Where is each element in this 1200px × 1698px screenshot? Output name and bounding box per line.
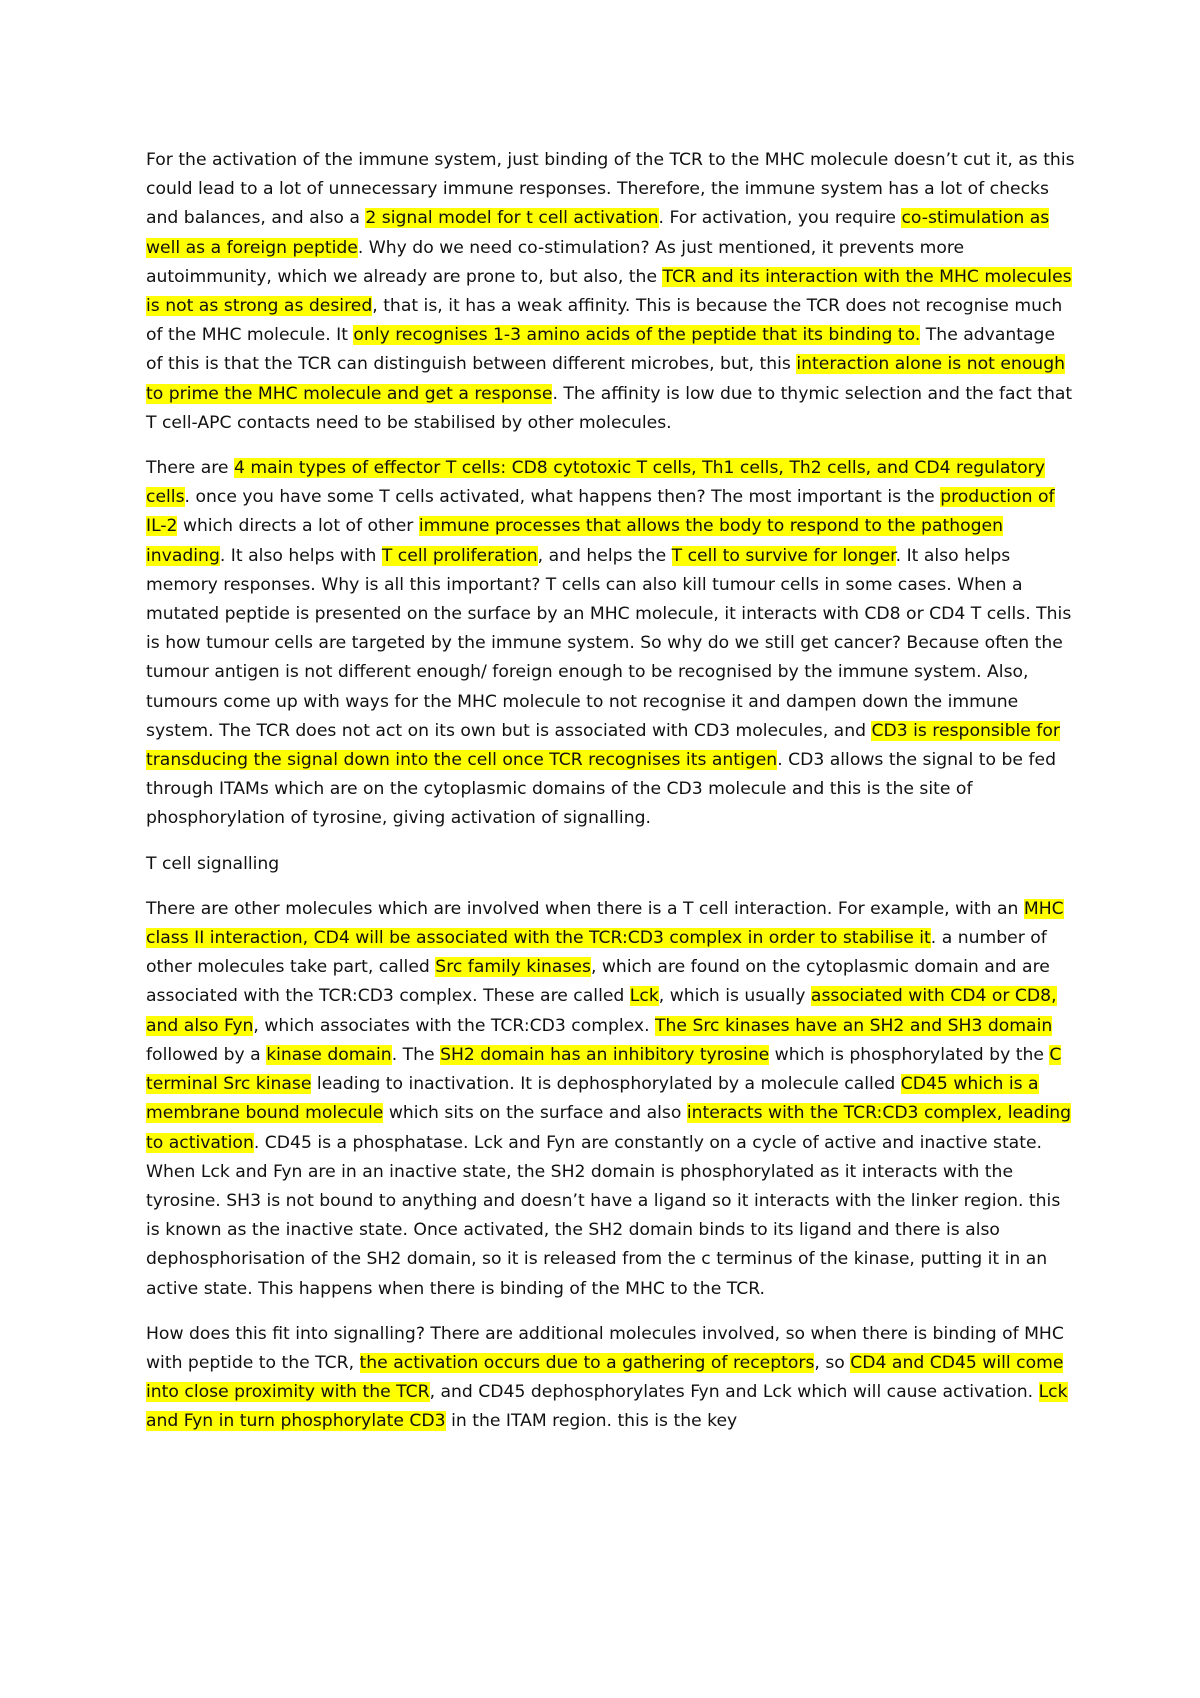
text-run: , so: [814, 1352, 851, 1373]
text-run: . once you have some T cells activated, what happens then? The most important is the: [184, 487, 941, 508]
text-run: . CD3 allows the signal to be fed through ITAMs which are on the cytoplasmic domains of the CD3 molecule and this is the site of phosphorylation of tyrosine, giving activation of signalling.: [146, 750, 1056, 829]
highlighted-text: kinase domain: [266, 1044, 392, 1065]
highlighted-text: T cell proliferation: [381, 545, 538, 566]
text-run: . It also helps memory responses. Why is all this important? T cells can also kill tumour cells in some cases. When a mutated peptide is presented on the surface by an MHC molecule, it interacts with CD8 or CD4 T cells. This is how tumour cells are targeted by the immune system. So why do we still get cancer? Because often the tumour antigen is not different enough/ foreign enough to be recognised by the immune system. Also, tumours come up with ways for the MHC molecule to not recognise it and dampen down the immune system. The TCR does not act on its own but is associated with CD3 molecules, and: [146, 545, 1072, 741]
text-run: , which are found on the cytoplasmic domain and are associated with the TCR:CD3 complex. These are called: [146, 957, 1050, 1007]
highlighted-text: only recognises 1-3 amino acids of the peptide that its binding to.: [353, 325, 921, 346]
highlighted-text: TCR and its interaction with the MHC molecules is not as strong as desired: [146, 266, 1072, 317]
highlighted-text: Lck: [629, 986, 659, 1007]
text-run: which is phosphorylated by the: [769, 1044, 1050, 1065]
text-run: . The: [391, 1044, 441, 1065]
highlighted-text: Lck and Fyn in turn phosphorylate CD3: [146, 1382, 1068, 1432]
highlighted-text: CD3 is responsible for transducing the signal down into the cell once TCR recognises its antigen: [146, 720, 1060, 771]
highlighted-text: interacts with the TCR:CD3 complex, leading to activation: [146, 1103, 1072, 1153]
text-run: , which is usually: [658, 986, 811, 1007]
highlighted-text: The Src kinases have an SH2 and SH3 domain: [655, 1015, 1053, 1036]
highlighted-text: associated with CD4 or CD8, and also Fyn: [146, 986, 1057, 1036]
text-run: , which associates with the TCR:CD3 complex.: [253, 1015, 656, 1036]
text-run: . Why do we need co-stimulation? As just mentioned, it prevents more autoimmunity, which we already are prone to, but also, the: [146, 237, 965, 287]
highlighted-text: interaction alone is not enough to prime the MHC molecule and get a response: [146, 354, 1065, 404]
document-body: [146, 146, 1076, 1453]
text-run: leading to inactivation. It is dephosphorylated by a molecule called: [311, 1074, 901, 1095]
text-run: , that is, it has a weak affinity. This is because the TCR does not recognise much of the MHC molecule. It: [146, 296, 1063, 346]
text-run: , and CD45 dephosphorylates Fyn and Lck which will cause activation.: [429, 1382, 1039, 1403]
text-run: in the ITAM region. this is the key: [445, 1411, 738, 1432]
text-run: , and helps the: [537, 545, 672, 566]
highlighted-text: Src family kinases: [435, 957, 591, 978]
highlighted-text: MHC class II interaction, CD4 will be associated with the TCR:CD3 complex in order to stabilise it: [146, 898, 1064, 949]
section-heading-t-cell-signalling: [146, 850, 1076, 879]
highlighted-text: CD45 which is a membrane bound molecule: [146, 1074, 1039, 1124]
highlighted-text: 2 signal model for t cell activation: [365, 208, 659, 229]
paragraph-activation: [146, 146, 1076, 438]
text-run: which sits on the surface and also: [383, 1103, 687, 1124]
paragraph-src-kinases: [146, 895, 1076, 1304]
highlighted-text: production of IL-2: [146, 487, 1055, 537]
text-run: For the activation of the immune system, just binding of the TCR to the MHC molecule doesn’t cut it, as this could lead to a lot of unnecessary immune responses. Therefore, the immune system has a lot of checks and balances, and also a: [146, 150, 1075, 229]
text-run: . The affinity is low due to thymic selection and the fact that T cell-APC contacts need to be stabilised by other molecules.: [146, 383, 1073, 433]
highlighted-text: co-stimulation as well as a foreign peptide: [146, 208, 1050, 258]
text-run: There are: [146, 458, 234, 479]
highlighted-text: T cell to survive for longer: [671, 545, 896, 566]
paragraph-effector-t-cells: [146, 454, 1076, 834]
text-run: The advantage of this is that the TCR can distinguish between different microbes, but, this: [146, 325, 1056, 375]
highlighted-text: the activation occurs due to a gathering of receptors: [359, 1352, 815, 1373]
highlighted-text: C terminal Src kinase: [146, 1044, 1062, 1095]
highlighted-text: immune processes that allows the body to respond to the pathogen invading: [146, 516, 1004, 566]
text-run: . CD45 is a phosphatase. Lck and Fyn are constantly on a cycle of active and inactive state. When Lck and Fyn are in an inactive state, the SH2 domain is phosphorylated as it interacts with the tyrosine. SH3 is not bound to anything and doesn’t have a ligand so it interacts with the linker region. this is known as the inactive state. Once activated, the SH2 domain binds to its ligand and there is also dephosphorisation of the SH2 domain, so it is released from the c terminus of the kinase, putting it in an active state. This happens when there is binding of the MHC to the TCR.: [146, 1132, 1061, 1299]
text-run: . a number of other molecules take part, called: [146, 928, 1047, 978]
highlighted-text: 4 main types of effector T cells: CD8 cytotoxic T cells, Th1 cells, Th2 cells, and CD4 regulatory cells: [146, 458, 1045, 508]
text-run: followed by a: [146, 1044, 267, 1065]
highlighted-text: SH2 domain has an inhibitory tyrosine: [440, 1044, 770, 1065]
text-run: which directs a lot of other: [177, 516, 419, 537]
text-run: How does this fit into signalling? There are additional molecules involved, so when there is binding of MHC with peptide to the TCR,: [146, 1323, 1064, 1373]
text-run: There are other molecules which are involved when there is a T cell interaction. For example, with an: [146, 898, 1024, 919]
paragraph-signalling: [146, 1320, 1076, 1437]
text-run: T cell signalling: [146, 853, 280, 874]
text-run: . It also helps with: [219, 545, 382, 566]
highlighted-text: CD4 and CD45 will come into close proximity with the TCR: [146, 1352, 1064, 1403]
text-run: . For activation, you require: [658, 208, 902, 229]
